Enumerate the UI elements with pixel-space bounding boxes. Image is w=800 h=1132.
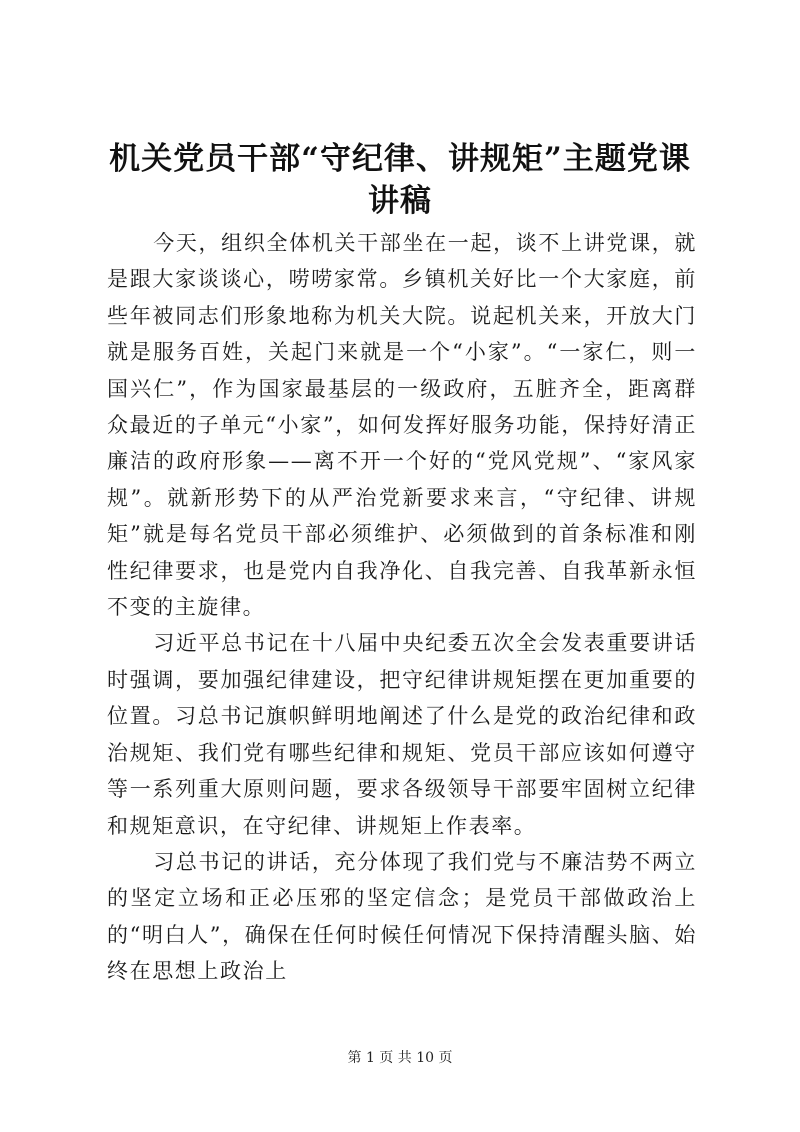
document-title: 机关党员干部“守纪律、讲规矩”主题党课讲稿 (109, 141, 691, 219)
paragraph: 习总书记的讲话，充分体现了我们党与不廉洁势不两立的坚定立场和正必压邪的坚定信念；是党员干部做政治上的“明白人”，确保在任何时候任何情况下保持清醒头脑、始终在思想上政治上 (107, 849, 697, 984)
paragraph: 习近平总书记在十八届中央纪委五次全会发表重要讲话时强调，要加强纪律建设，把守纪律讲规矩摆在更加重要的位置。习总书记旗帜鲜明地阐述了什么是党的政治纪律和政治规矩、我们党有哪些纪律和规矩、党员干部应该如何遵守等一系列重大原则问题，要求各级领导干部要牢固树立纪律和规矩意识，在守纪律、讲规矩上作表率。 (107, 631, 697, 838)
page-footer: 第 1 页 共 10 页 (347, 1050, 453, 1066)
document-body (107, 225, 697, 990)
paragraph: 今天，组织全体机关干部坐在一起，谈不上讲党课，就是跟大家谈谈心，唠唠家常。乡镇机关好比一个大家庭，前些年被同志们形象地称为机关大院。说起机关来，开放大门就是服务百姓，关起门来就是一个“小家”。“一家仁，则一国兴仁”，作为国家最基层的一级政府，五脏齐全，距离群众最近的子单元“小家”，如何发挥好服务功能，保持好清正廉洁的政府形象——离不开一个好的“党风党规”、“家风家规”。就新形势下的从严治党新要求来言，“守纪律、讲规矩”就是每名党员干部必须维护、必须做到的首条标准和刚性纪律要求，也是党内自我净化、自我完善、自我革新永恒不变的主旋律。 (107, 231, 697, 620)
